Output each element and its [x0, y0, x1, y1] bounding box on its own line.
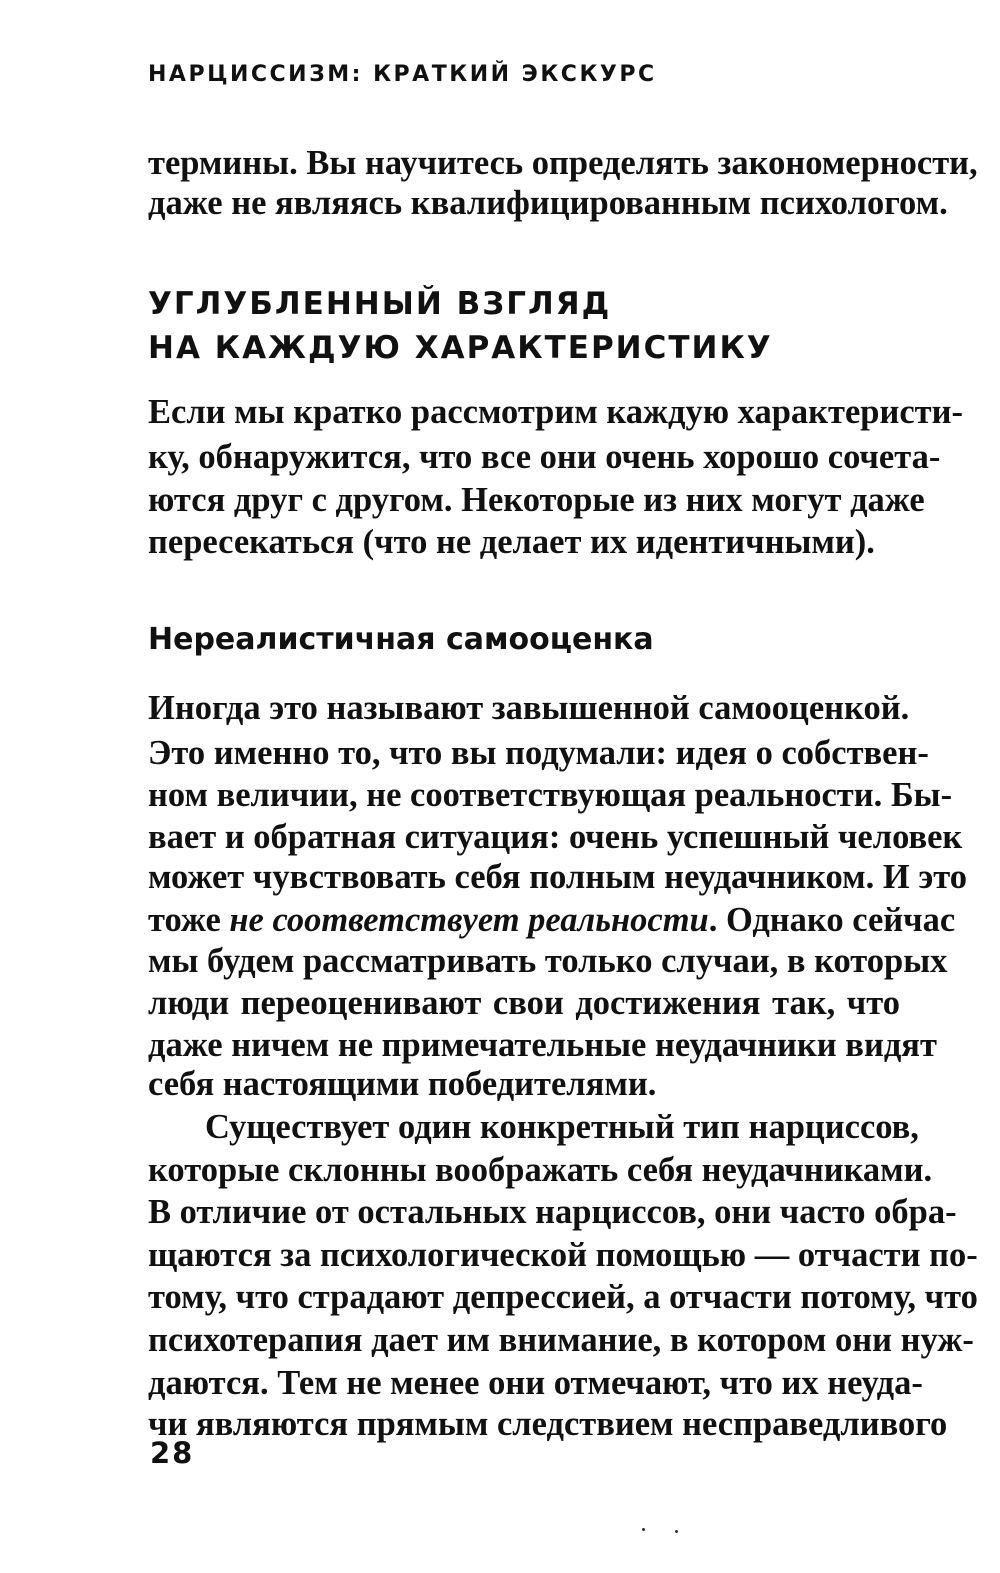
- print-speck: [675, 1530, 678, 1533]
- section-text-line: ются друг с другом. Некоторые из них могут даже: [148, 481, 925, 519]
- emphasis-line-after: . Однако сейчас: [708, 901, 956, 939]
- paragraph1-line: себя настоящими победителями.: [148, 1065, 657, 1103]
- paragraph1-line: даже ничем не примечательные неудачники видят: [148, 1026, 937, 1064]
- paragraph2-line: которые склонны воображать себя неудачниками.: [148, 1151, 933, 1189]
- paragraph1-line: вает и обратная ситуация: очень успешный человек: [148, 818, 963, 856]
- paragraph2-line: тому, что страдают депрессией, а отчасти потому, что: [148, 1278, 978, 1316]
- page-number: 28: [150, 1436, 195, 1470]
- paragraph1-line: люди переоценивают свои достижения так, что: [148, 984, 900, 1022]
- paragraph2-line: чи являются прямым следствием несправедливого: [148, 1405, 948, 1443]
- paragraph1-line: ном величии, не соответствующая реальности. Бы-: [148, 776, 953, 814]
- paragraph1-line: может чувствовать себя полным неудачником. И это: [148, 858, 968, 896]
- intro-line: термины. Вы научитесь определять закономерности,: [148, 144, 978, 182]
- emphasis-italic: не соответствует реальности: [229, 901, 709, 939]
- section-text-line: ку, обнаружится, что все они очень хорошо сочета-: [148, 438, 941, 476]
- paragraph2-line: В отличие от остальных нарциссов, они часто обра-: [148, 1193, 957, 1231]
- paragraph1-line: Иногда это называют завышенной самооценкой.: [148, 689, 910, 727]
- running-head: НАРЦИССИЗМ: КРАТКИЙ ЭКСКУРС: [148, 62, 657, 87]
- paragraph2-line: даются. Тем не менее они отмечают, что их неуда-: [148, 1364, 923, 1402]
- paragraph1-line: Это именно то, что вы подумали: идея о собствен-: [148, 734, 929, 772]
- emphasis-line-before: тоже: [148, 901, 230, 939]
- section-heading-line-1: УГЛУБЛЕННЫЙ ВЗГЛЯД: [148, 286, 612, 322]
- paragraph2-line: щаются за психологической помощью — отчасти по-: [148, 1236, 978, 1274]
- print-speck: [642, 1528, 645, 1531]
- paragraph2-line: психотерапия дает им внимание, в котором они нуж-: [148, 1321, 974, 1359]
- paragraph2-line: Существует один конкретный тип нарциссов,: [205, 1108, 919, 1146]
- section-text-line: пересекаться (что не делает их идентичными).: [148, 523, 875, 561]
- paragraph1-line: мы будем рассматривать только случаи, в которых: [148, 942, 948, 980]
- section-heading-line-2: НА КАЖДУЮ ХАРАКТЕРИСТИКУ: [148, 330, 773, 366]
- section-text-line: Если мы кратко рассмотрим каждую характеристи-: [148, 393, 963, 431]
- subheading: Нереалистичная самооценка: [148, 622, 654, 657]
- intro-line: даже не являясь квалифицированным психологом.: [148, 184, 948, 222]
- paragraph1-emphasis-line: [148, 900, 956, 940]
